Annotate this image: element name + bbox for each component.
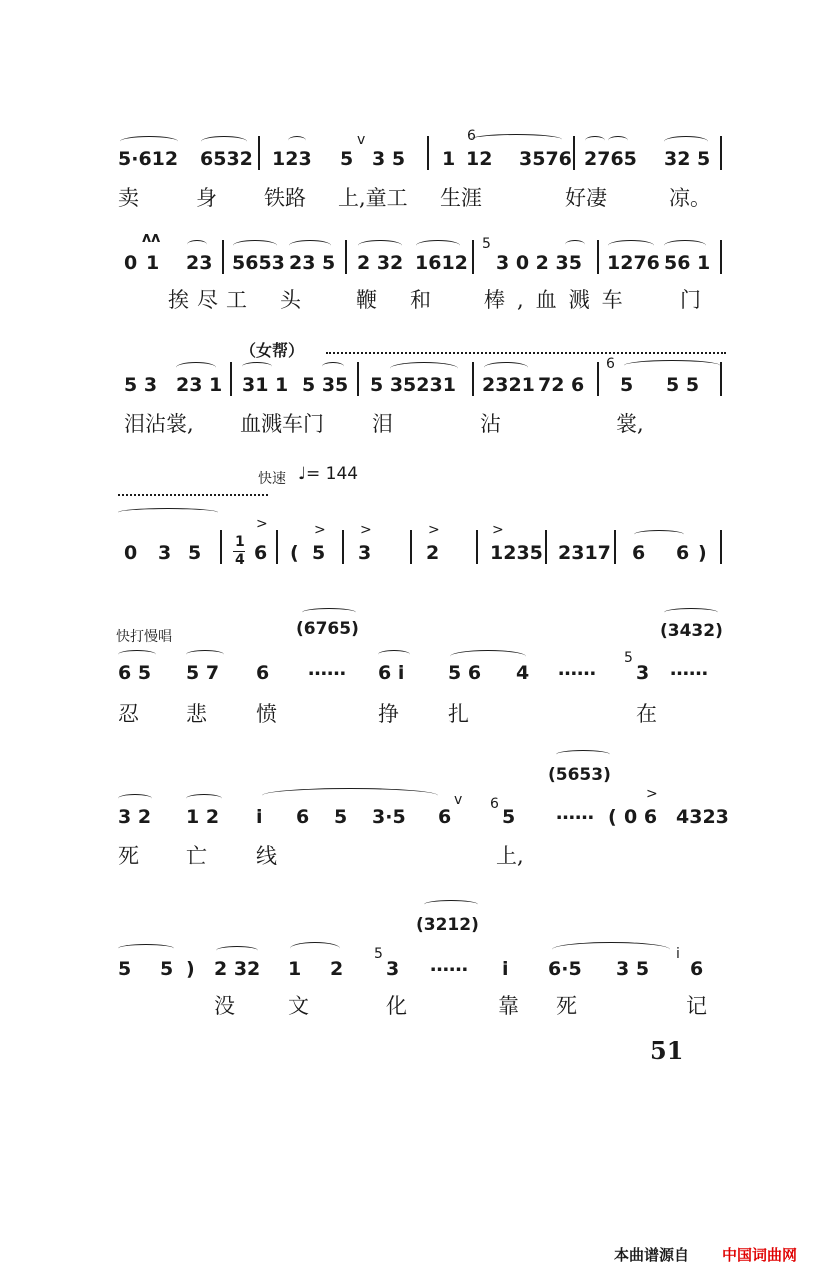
note: 0 xyxy=(124,542,138,564)
note: 5 xyxy=(502,806,516,828)
note-group: 5653 xyxy=(232,252,285,274)
barline xyxy=(258,136,260,170)
lyric: 和 xyxy=(410,288,431,312)
lyric: 鞭 xyxy=(356,288,377,312)
note-group: 5 35231 xyxy=(370,374,456,396)
note-group: 2317 xyxy=(558,542,611,564)
note-group: 6532 xyxy=(200,148,253,170)
note-group: 4323 xyxy=(676,806,729,828)
barline xyxy=(545,530,547,564)
bracket-phrase: (3432) xyxy=(660,621,723,641)
note: i xyxy=(256,806,263,828)
slur xyxy=(289,240,331,251)
score-system-2 xyxy=(0,230,822,316)
dotted-line xyxy=(118,494,268,496)
lyric: 好凄 xyxy=(565,186,607,210)
tempo-label: 快速 xyxy=(258,471,286,487)
slur xyxy=(118,508,218,517)
note: i xyxy=(502,958,509,980)
score-system-7 xyxy=(0,896,822,1026)
lyric: 扎 xyxy=(448,702,469,726)
note: 6 xyxy=(632,542,646,564)
slur xyxy=(201,136,247,147)
note: 3 xyxy=(358,542,372,564)
note: 5 xyxy=(334,806,348,828)
slur xyxy=(556,750,610,759)
barline xyxy=(720,136,722,170)
barline xyxy=(345,240,347,274)
lyric: 生涯 xyxy=(440,186,482,210)
note-group: 32 5 xyxy=(664,148,711,170)
note-group: 2 32 xyxy=(214,958,261,980)
lyric: 愤 xyxy=(256,702,277,726)
note: 2 xyxy=(330,958,344,980)
note: 6 xyxy=(676,542,690,564)
paren: ( xyxy=(608,806,617,828)
note-group: 1235 xyxy=(490,542,543,564)
grace-note: 5 xyxy=(624,650,633,666)
lyric: 卖 xyxy=(118,186,139,210)
barline xyxy=(410,530,412,564)
barline xyxy=(276,530,278,564)
accent-mark: > xyxy=(256,516,268,532)
barline xyxy=(720,240,722,274)
note-group: 23 1 xyxy=(176,374,223,396)
slur xyxy=(552,942,670,957)
note-group: 5 7 xyxy=(186,662,220,684)
slur xyxy=(634,530,684,539)
accent-mark: > xyxy=(314,522,326,538)
ellipsis: …… xyxy=(430,954,468,976)
score-system-3 xyxy=(0,336,822,446)
note-group: 2765 xyxy=(584,148,637,170)
lyric: 泪 xyxy=(372,412,393,436)
barline xyxy=(427,136,429,170)
grace-note: 5 xyxy=(374,946,383,962)
lyric: 门 xyxy=(680,288,701,312)
paren: ( xyxy=(290,542,299,564)
note: 5 xyxy=(620,374,634,396)
ellipsis: …… xyxy=(670,658,708,680)
page-number: 51 xyxy=(650,1036,684,1065)
slur xyxy=(233,240,277,251)
note-group: 3·5 xyxy=(372,806,406,828)
slur xyxy=(378,650,410,659)
note: 1 xyxy=(146,252,160,274)
slur xyxy=(216,946,258,955)
note-group: 3576 xyxy=(519,148,572,170)
time-sig-bottom: 4 xyxy=(235,552,245,568)
performance-marking: 快打慢唱 xyxy=(116,629,172,645)
lyric: 文 xyxy=(288,994,309,1018)
slur xyxy=(290,942,340,955)
lyric: 挨尽工 xyxy=(168,288,255,312)
note: 3 xyxy=(636,662,650,684)
barline xyxy=(220,530,222,564)
lyric: 泪沾裳, xyxy=(124,412,194,436)
barline xyxy=(573,136,575,170)
barline xyxy=(357,362,359,396)
paren: ) xyxy=(186,958,195,980)
lyric: 上,童工 xyxy=(338,186,408,210)
lyric: 挣 xyxy=(378,702,399,726)
lyric: 忍 xyxy=(118,702,139,726)
slur xyxy=(186,650,224,659)
tempo-value: ♩= 144 xyxy=(298,464,359,484)
lyric: 上, xyxy=(496,844,524,868)
note: 5 xyxy=(312,542,326,564)
barline xyxy=(342,530,344,564)
score-system-4 xyxy=(0,462,822,582)
score-system-5 xyxy=(0,606,822,726)
slur xyxy=(118,794,152,803)
slur xyxy=(118,944,174,953)
lyric: 在 xyxy=(636,702,657,726)
note: 1 xyxy=(442,148,456,170)
note-group: 123 xyxy=(272,148,312,170)
note-group: 5 3 xyxy=(124,374,158,396)
chorus-marking: （女帮） xyxy=(240,341,305,360)
barline xyxy=(597,240,599,274)
grace-note: 6 xyxy=(467,128,476,144)
note-group: 31 1 xyxy=(242,374,289,396)
breath-mark: v xyxy=(357,132,366,148)
note: 2 xyxy=(426,542,440,564)
note: 5 xyxy=(118,958,132,980)
note-group: 56 1 xyxy=(664,252,711,274)
lyric: 铁路 xyxy=(264,186,306,210)
score-system-6 xyxy=(0,746,822,866)
note: 6 xyxy=(296,806,310,828)
barline xyxy=(720,362,722,396)
slur xyxy=(424,900,478,909)
accent-mark: > xyxy=(646,786,658,802)
note-group: 0 6 xyxy=(624,806,658,828)
note: 4 xyxy=(516,662,530,684)
barline xyxy=(614,530,616,564)
note: 6 xyxy=(690,958,704,980)
lyric: 死 xyxy=(118,844,139,868)
slur xyxy=(416,240,460,251)
accent-mark: > xyxy=(428,522,440,538)
note: 3 xyxy=(158,542,172,564)
note-group: 2321 xyxy=(482,374,535,396)
barline xyxy=(230,362,232,396)
slur xyxy=(565,240,585,249)
slur xyxy=(664,136,708,147)
note-group: 6 i xyxy=(378,662,405,684)
grace-note: i xyxy=(676,946,680,962)
grace-note: 5 xyxy=(482,236,491,252)
ellipsis: …… xyxy=(558,658,596,680)
barline xyxy=(222,240,224,274)
note-group: 72 6 xyxy=(538,374,585,396)
note-group: 12 xyxy=(466,148,493,170)
lyric: 没 xyxy=(214,994,235,1018)
ellipsis: …… xyxy=(308,658,346,680)
slur xyxy=(608,240,654,251)
note-group: 5 35 xyxy=(302,374,349,396)
slur xyxy=(484,362,528,373)
barline xyxy=(476,530,478,564)
note: 1 xyxy=(288,958,302,980)
note-group: 5·612 xyxy=(118,148,179,170)
barline xyxy=(597,362,599,396)
note-group: 3 2 xyxy=(118,806,152,828)
note: 6 xyxy=(254,542,268,564)
lyric: 记 xyxy=(686,994,707,1018)
source-label: 本曲谱源自 xyxy=(614,1246,690,1264)
slur xyxy=(664,240,706,251)
note-group: 1276 xyxy=(607,252,660,274)
note-group: 6·5 xyxy=(548,958,582,980)
note-group: 1612 xyxy=(415,252,468,274)
note-group: 5 5 xyxy=(666,374,700,396)
note-group: 5 6 xyxy=(448,662,482,684)
lyric: 血溅车门 xyxy=(240,412,324,436)
lyric: 亡 xyxy=(186,844,207,868)
note: 3 xyxy=(386,958,400,980)
slur xyxy=(120,136,178,147)
slur xyxy=(262,788,438,803)
note-group: 23 5 xyxy=(289,252,336,274)
score-system-1 xyxy=(0,130,822,220)
site-name-link[interactable]: 中国词曲网 xyxy=(722,1246,798,1264)
lyric: 悲 xyxy=(186,702,207,726)
note-group: 6 5 xyxy=(118,662,152,684)
lyric: 靠 xyxy=(498,994,519,1018)
slur xyxy=(176,362,216,373)
ellipsis: …… xyxy=(556,802,594,824)
grace-note: 6 xyxy=(490,796,499,812)
note-group: 2 32 xyxy=(357,252,404,274)
note: 6 xyxy=(256,662,270,684)
slur xyxy=(187,240,207,249)
lyric: 裳, xyxy=(616,412,644,436)
slur xyxy=(470,134,562,145)
lyric: 凉。 xyxy=(669,186,711,210)
slur xyxy=(118,650,156,659)
note: 6 xyxy=(438,806,452,828)
slur xyxy=(585,136,605,145)
note-group: 3 5 xyxy=(372,148,406,170)
lyric: 身 xyxy=(196,186,217,210)
lyric: 头 xyxy=(280,288,301,312)
time-sig-top: 1 xyxy=(235,534,245,550)
note-group: 23 xyxy=(186,252,213,274)
note: 0 xyxy=(124,252,138,274)
note-group: 3 5 xyxy=(616,958,650,980)
bracket-phrase: (3212) xyxy=(416,915,479,935)
slur xyxy=(358,240,402,251)
lyric: 线 xyxy=(256,844,277,868)
lyric: 化 xyxy=(386,994,407,1018)
note-group: 1 2 xyxy=(186,806,220,828)
barline xyxy=(720,530,722,564)
barline xyxy=(472,240,474,274)
note: 5 xyxy=(188,542,202,564)
trill-mark: ᴧᴧ xyxy=(142,230,161,246)
grace-note: 6 xyxy=(606,356,615,372)
slur xyxy=(664,608,718,617)
note: 5 xyxy=(340,148,354,170)
bracket-phrase: (5653) xyxy=(548,765,611,785)
note-group: 3 0 2 35 xyxy=(496,252,582,274)
breath-mark: v xyxy=(454,792,463,808)
slur xyxy=(322,362,344,371)
accent-mark: > xyxy=(492,522,504,538)
paren: ) xyxy=(698,542,707,564)
dotted-line xyxy=(326,352,726,354)
bracket-phrase: (6765) xyxy=(296,619,359,639)
slur xyxy=(288,136,306,145)
barline xyxy=(472,362,474,396)
lyric: 死 xyxy=(556,994,577,1018)
slur xyxy=(624,360,720,371)
lyric: 沾 xyxy=(480,412,501,436)
slur xyxy=(302,608,356,617)
slur xyxy=(608,136,628,145)
accent-mark: > xyxy=(360,522,372,538)
lyric: 棒,血溅车 xyxy=(484,288,635,312)
slur xyxy=(242,362,272,371)
slur xyxy=(186,794,222,803)
note: 5 xyxy=(160,958,174,980)
